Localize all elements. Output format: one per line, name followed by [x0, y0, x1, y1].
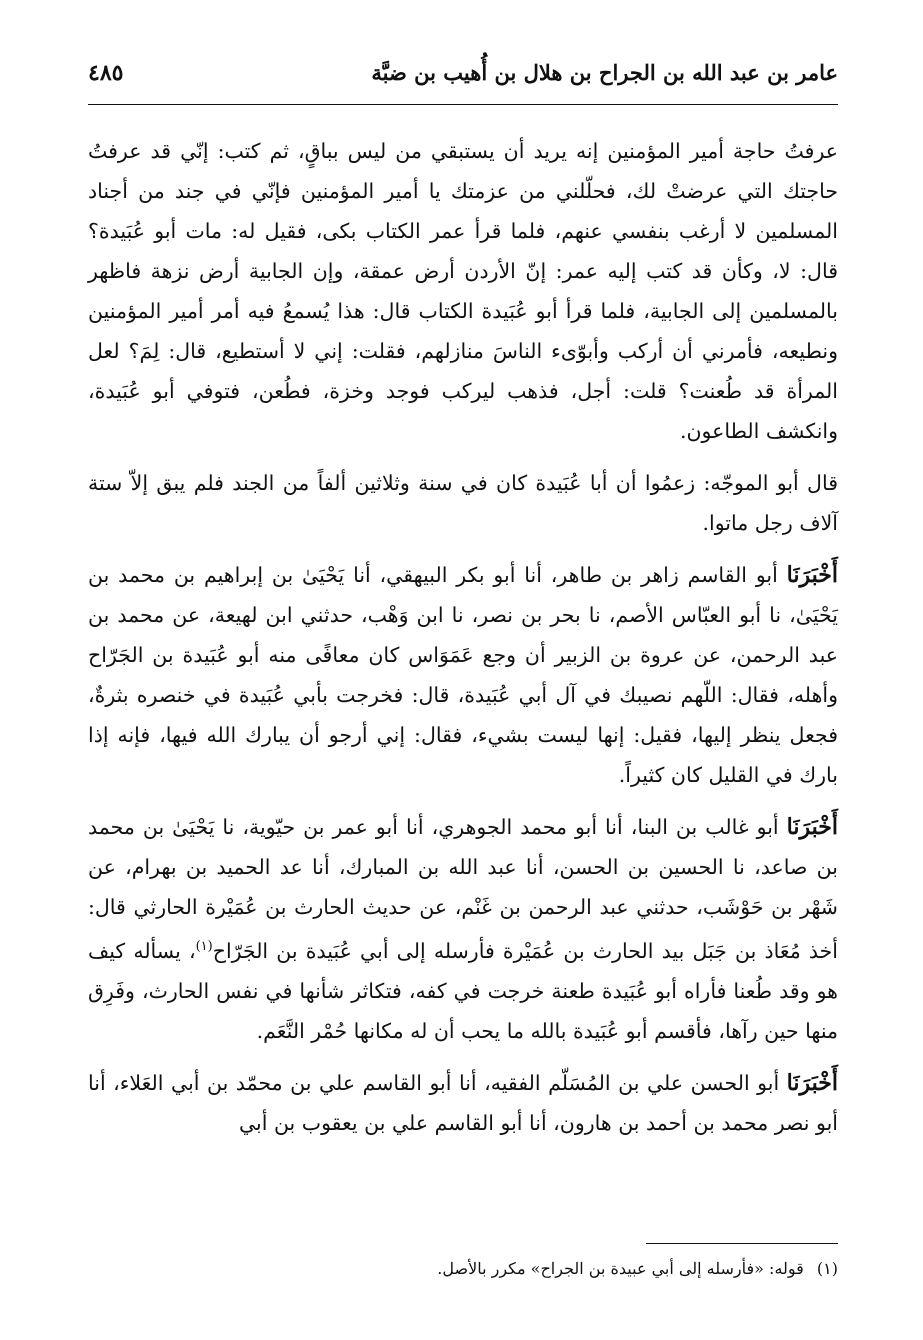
paragraph-text: أبو القاسم زاهر بن طاهر، أنا أبو بكر البيهقي، أنا يَحْيَىٰ بن إبراهيم بن محمد بن يَحْيَىٰ، نا أبو العبّاس الأصم، نا بحر بن نصر، نا ابن وَهْب، حدثني ابن لهيعة، عن محمد بن عبد الرحمن، عن عروة بن الزبير أن وجع عَمَوَاس كان معافًى منه أبو عُبَيدة بن الجَرّاح وأهله، فقال: اللّهم نصيبك في آل أبي عُبَيدة، قال: فخرجت بأبي عُبَيدة في خنصره بثرةٌ، فجعل ينظر إليها، فقيل: إنها ليست بشيء، فقال: إني أرجو أن يبارك الله فيها، فإنه إذا بارك في القليل كان كثيراً. [88, 563, 838, 787]
paragraph-text-continued: ، يسأله كيف هو وقد طُعنا فأراه أبو عُبَيدة طعنة خرجت في كفه، فتكاثر شأنها في نفس الحارث، وفَرِق منها حين رآها، فأقسم أبو عُبَيدة بالله ما يحب أن له مكانها حُمْر النَّعَم. [88, 938, 838, 1043]
paragraph-text: أبو غالب بن البنا، أنا أبو محمد الجوهري، أنا أبو عمر بن حيّوية، نا يَحْيَىٰ بن محمد بن صاعد، نا الحسين بن الحسن، أنا عبد الله بن المبارك، أنا عد الحميد بن بهرام، عن شَهْر بن حَوْشَب، حدثني عبد الرحمن بن غَنْم، عن حديث الحارث بن عُمَيْرة الحارثي قال: أخذ مُعَاذ بن جَبَل بيد الحارث بن عُمَيْرة فأرسله إلى أبي عُبَيدة بن الجَرّاح [88, 815, 838, 963]
page-number: ٤٨٥ [88, 60, 124, 86]
paragraph-5 [88, 1063, 838, 1143]
paragraph-3 [88, 555, 838, 795]
footnote-divider [646, 1243, 838, 1244]
running-header [88, 60, 838, 105]
footnote-marker[interactable]: (١) [195, 939, 213, 954]
running-title: عامر بن عبد الله بن الجراح بن هلال بن أُهيب بن ضبَّة [371, 60, 838, 85]
paragraph-4 [88, 807, 838, 1051]
paragraph-text: أبو الحسن علي بن المُسَلّم الفقيه، أنا أبو القاسم علي بن محمّد بن أبي العَلاء، أنا أبو نصر محمد بن أحمد بن هارون، أنا أبو القاسم علي بن يعقوب بن أبي [88, 1070, 838, 1135]
paragraph-lead-word: أَخْبَرَنَا [786, 562, 838, 588]
paragraph-lead-word: أَخْبَرَنَا [786, 1069, 838, 1096]
footnote-text: قوله: «فأرسله إلى أبي عبيدة بن الجراح» مكرر بالأصل. [437, 1259, 804, 1278]
main-text [88, 131, 838, 1143]
footnote-number: (١) [816, 1259, 838, 1278]
paragraph-text: قال أبو الموجّه: زعمُوا أن أبا عُبَيدة كان في سنة وثلاثين ألفاً من الجند فلم يبق إلاّ ستة آلاف رجل ماتوا. [88, 471, 838, 535]
book-page [88, 60, 838, 1310]
paragraph-2 [88, 463, 838, 543]
paragraph-text: عرفتُ حاجة أمير المؤمنين إنه يريد أن يستبقي من ليس بباقٍ، ثم كتب: إنّي قد عرفتُ حاجتك التي عرضتْ لك، فحلّلني من عزمتك يا أمير المؤمنين فإنّي في جند من أجناد المسلمين لا أرغب بنفسي عنهم، فلما قرأ عمر الكتاب بكى، فقيل له: مات أبو عُبَيدة؟ قال: لا، وكأن قد كتب إليه عمر: إنّ الأردن أرض عمقة، وإن الجابية أرض نزهة فاظهر بالمسلمين إلى الجابية، فلما قرأ أبو عُبَيدة الكتاب قال: هذا يُسمعُ فيه أمر أمير المؤمنين ونطيعه، فأمرني أن أركب وأبوّىء الناسَ منازلهم، فقلت: إني لا أستطيع، قال: لِمَ؟ لعل المرأة قد طُعنت؟ قلت: أجل، فذهب ليركب فوجد وخزة، فطُعن، فتوفي أبو عُبَيدة، وانكشف الطاعون. [88, 139, 838, 443]
paragraph-lead-word: أَخْبَرَنَا [786, 814, 838, 840]
paragraph-1 [88, 131, 838, 451]
footnote [88, 1255, 838, 1283]
